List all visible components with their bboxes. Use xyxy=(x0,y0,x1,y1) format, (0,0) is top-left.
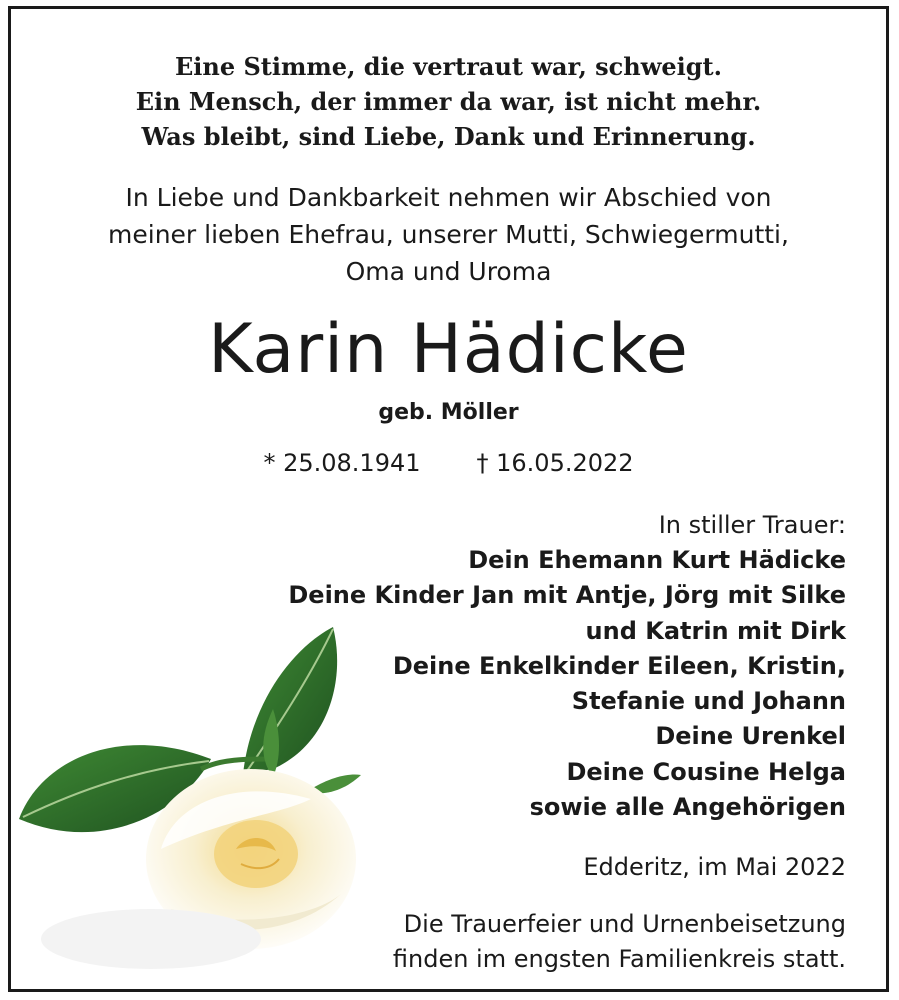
mourner-line: Deine Urenkel xyxy=(655,722,846,751)
mourner-line: Deine Cousine Helga xyxy=(566,757,846,786)
mourner-line: Stefanie und Johann xyxy=(571,687,846,716)
verse-line: Eine Stimme, die vertraut war, schweigt. xyxy=(174,52,722,81)
memorial-verse xyxy=(11,49,886,154)
verse-line: Was bleibt, sind Liebe, Dank und Erinnerung. xyxy=(141,122,756,151)
verse-line: Ein Mensch, der immer da war, ist nicht mehr. xyxy=(135,87,762,116)
maiden-name: geb. Möller xyxy=(378,400,519,425)
obituary-card xyxy=(8,6,889,992)
ceremony-line: Die Trauerfeier und Urnenbeisetzung xyxy=(403,910,846,938)
mourner-line: Deine Kinder Jan mit Antje, Jörg mit Silke xyxy=(288,581,846,610)
place-date: Edderitz, im Mai 2022 xyxy=(583,853,846,881)
intro-line: meiner lieben Ehefrau, unserer Mutti, Schwiegermutti, xyxy=(108,220,789,249)
mourners-list xyxy=(206,507,846,825)
mourner-line: und Katrin mit Dirk xyxy=(585,616,846,645)
birth-date: * 25.08.1941 xyxy=(263,449,421,477)
ceremony-note xyxy=(393,907,846,977)
death-date: † 16.05.2022 xyxy=(476,449,634,477)
intro-line: Oma und Uroma xyxy=(345,257,552,286)
mourner-line: Deine Enkelkinder Eileen, Kristin, xyxy=(392,651,846,680)
deceased-name: Karin Hädicke xyxy=(208,310,689,389)
ceremony-line: finden im engsten Familienkreis statt. xyxy=(392,945,846,973)
intro-line: In Liebe und Dankbarkeit nehmen wir Abschied von xyxy=(125,183,772,212)
mourning-lead: In stiller Trauer: xyxy=(658,511,846,539)
mourner-line: sowie alle Angehörigen xyxy=(529,793,846,822)
mourner-line: Dein Ehemann Kurt Hädicke xyxy=(468,546,846,574)
farewell-intro xyxy=(11,179,886,290)
life-dates xyxy=(11,446,886,480)
